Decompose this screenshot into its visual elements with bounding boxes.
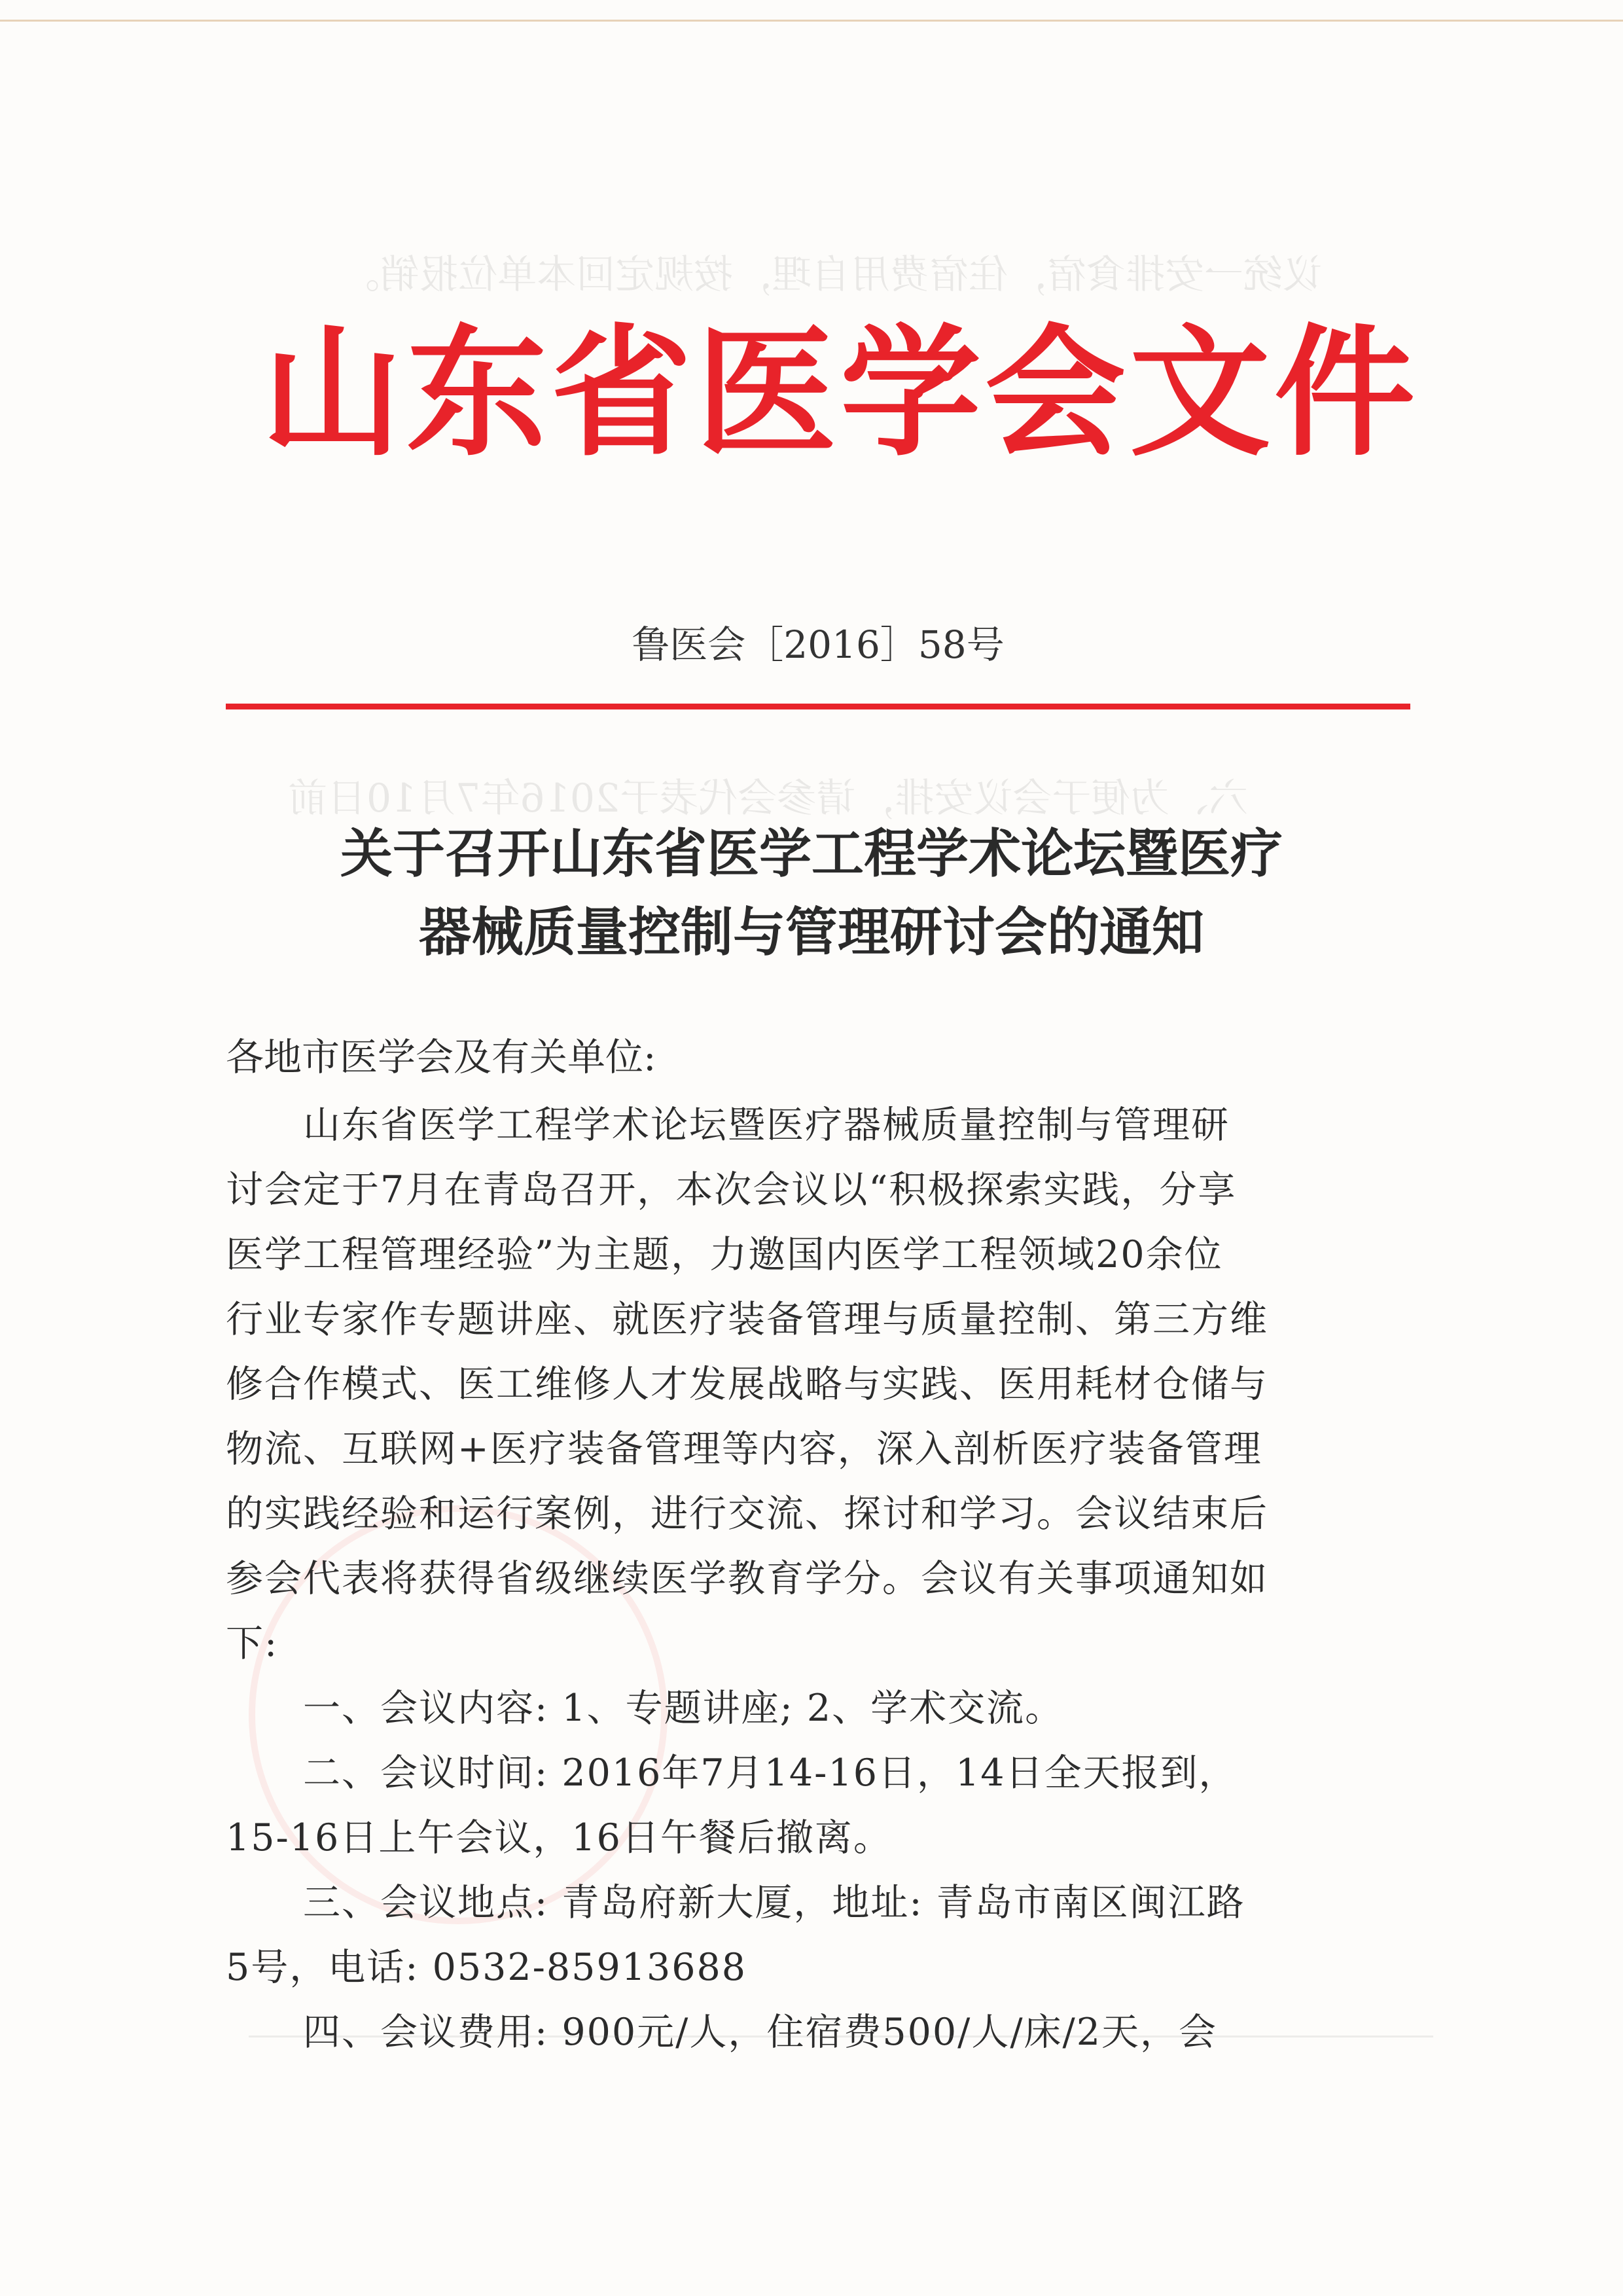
notice-title <box>216 815 1407 972</box>
body-line: 二、会议时间: 2016年7月14-16日，14日全天报到， <box>303 1751 1238 1795</box>
bleed-through-text: 议统一安排食宿，住宿费用自理，按规定回本单位报销。 <box>340 252 1322 298</box>
document-number: 鲁医会［2016］58号 <box>632 622 1005 667</box>
red-divider-line <box>226 704 1410 709</box>
addressee: 各地市医学会及有关单位: <box>226 1035 656 1079</box>
body-line: 15-16日上午会议，16日午餐后撤离。 <box>226 1816 892 1859</box>
body-line: 医学工程管理经验”为主题，力邀国内医学工程领域20余位 <box>226 1233 1223 1276</box>
body-line: 三、会议地点: 青岛府新大厦，地址: 青岛市南区闽江路 <box>303 1881 1245 1924</box>
notice-title-line: 器械质量控制与管理研讨会的通知 <box>419 902 1204 963</box>
notice-title-line: 关于召开山东省医学工程学术论坛暨医疗 <box>340 823 1283 884</box>
body-line: 的实践经验和运行案例，进行交流、探讨和学习。会议结束后 <box>226 1492 1268 1535</box>
body-line: 下: <box>226 1622 279 1665</box>
bleed-through-text: 六、为便于会议安排，请参会代表于2016年7月10日前 <box>288 776 1249 821</box>
body-line: 参会代表将获得省级继续医学教育学分。会议有关事项通知如 <box>226 1557 1268 1600</box>
body-line: 四、会议费用: 900元/人，住宿费500/人/床/2天，会 <box>303 2011 1217 2054</box>
body-line: 山东省医学工程学术论坛暨医疗器械质量控制与管理研 <box>303 1103 1230 1147</box>
bleed-through-rule <box>249 2036 1433 2037</box>
body-line: 物流、互联网+医疗装备管理等内容，深入剖析医疗装备管理 <box>226 1427 1262 1471</box>
issuing-org-title: 山东省医学会文件 <box>262 310 1419 475</box>
page-top-edge <box>0 20 1623 22</box>
body-line: 讨会定于7月在青岛召开，本次会议以“积极探索实践，分享 <box>226 1168 1237 1211</box>
body-line: 一、会议内容: 1、专题讲座; 2、学术交流。 <box>303 1687 1064 1730</box>
body-line: 修合作模式、医工维修人才发展战略与实践、医用耗材仓储与 <box>226 1363 1268 1406</box>
body-line: 5号，电话: 0532-85913688 <box>226 1946 747 1989</box>
notice-body <box>226 1093 1391 2065</box>
body-line: 行业专家作专题讲座、就医疗装备管理与质量控制、第三方维 <box>226 1298 1268 1341</box>
